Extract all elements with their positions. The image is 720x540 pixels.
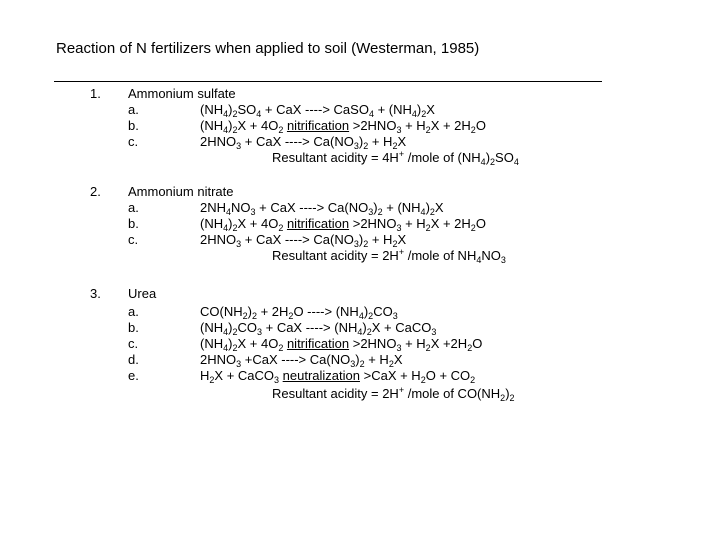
reaction-rhs: $Ca(NO_3)_2 + H_2X$ [313, 232, 407, 249]
reaction-equation [200, 216, 486, 232]
item-label: b. [128, 118, 139, 133]
reaction-lhs: $(NH_4)_2X + 4O_2$ [200, 336, 284, 353]
reaction-equation [200, 336, 482, 352]
item-label: b. [128, 320, 139, 335]
process-arrow-icon: > [352, 118, 361, 133]
reaction-rhs: $2HNO_3 + H_2X + 2H_2O$ [360, 216, 486, 233]
reaction-rhs: $2HNO_3 + H_2X +2H_2O$ [360, 336, 483, 353]
item-label: e. [128, 368, 139, 383]
reaction-lhs: $H_2X$ + CaCO$_3$ [200, 368, 280, 385]
process-arrow-icon: > [363, 368, 372, 383]
reaction-rhs: $(NH_4)_2X$ + CaCO$_3$ [334, 320, 437, 337]
section-number: 1. [90, 86, 101, 101]
reaction-rhs: CaX + $H_2O + CO_2$ [371, 368, 476, 385]
item-label: c. [128, 232, 139, 247]
section-heading: Ammonium nitrate [128, 184, 234, 199]
item-label: a. [128, 102, 139, 117]
reaction-equation [200, 102, 435, 118]
item-label: c. [128, 336, 139, 351]
section-number: 3. [90, 286, 101, 301]
item-label: a. [128, 200, 139, 215]
process-arrow-icon: > [352, 336, 361, 351]
reaction-lhs: $(NH_4)_2X + 4O_2$ [200, 118, 284, 135]
page-title: Reaction of N fertilizers when applied to soil (Westerman, 1985) [56, 40, 480, 57]
reaction-lhs: $(NH_4)_2SO_4$ + CaX ----> [200, 102, 330, 119]
reaction-equation [200, 368, 475, 384]
reaction-equation [200, 200, 444, 216]
reaction-equation [200, 320, 436, 336]
item-label: d. [128, 352, 139, 367]
reaction-lhs: $2HNO_3 +CaX$ ----> [200, 352, 307, 369]
title-divider [54, 81, 602, 82]
reaction-equation [200, 352, 403, 368]
reaction-lhs: $2HNO_3$ + CaX ----> [200, 232, 310, 249]
reaction-equation [200, 118, 486, 134]
reaction-rhs: CaSO$_4$ + $(NH_4)_2X$ [333, 102, 435, 119]
section-number: 2. [90, 184, 101, 199]
reaction-lhs: $(NH_4)_2CO_3$ + CaX ----> [200, 320, 331, 337]
resultant-acidity: Resultant acidity = 2H+ /mole of $NH_4NO_3$ [272, 247, 506, 265]
process-arrow-icon: > [352, 216, 361, 231]
reaction-lhs: $2NH_4NO_3$ + CaX ----> [200, 200, 325, 217]
reaction-lhs: $(NH_4)_2X + 4O_2$ [200, 216, 284, 233]
item-label: c. [128, 134, 139, 149]
process-label: nitrification [286, 336, 350, 351]
section-heading: Ammonium sulfate [128, 86, 236, 101]
process-label: nitrification [286, 118, 350, 133]
section-heading: Urea [128, 286, 157, 301]
reaction-rhs: $2HNO_3 + H_2X + 2H_2O$ [360, 118, 486, 135]
reaction-rhs: $Ca(NO_3)_2 + H_2X$ [313, 134, 407, 151]
reaction-equation [200, 134, 406, 150]
reaction-equation [200, 304, 398, 320]
reaction-rhs: $Ca(NO_3)_2 + (NH_4)_2X$ [327, 200, 444, 217]
resultant-acidity: Resultant acidity = 2H+ /mole of $CO(NH_2)_2$ [272, 385, 515, 403]
reaction-lhs: $2HNO_3$ + CaX ----> [200, 134, 310, 151]
reaction-rhs: $(NH_4)_2CO_3$ [335, 304, 398, 321]
process-label: neutralization [282, 368, 360, 383]
reaction-equation [200, 232, 406, 248]
resultant-acidity: Resultant acidity = 4H+ /mole of $(NH_4)_2SO_4$ [272, 149, 519, 167]
reaction-rhs: $Ca(NO_3)_2 + H_2X$ [309, 352, 403, 369]
item-label: b. [128, 216, 139, 231]
item-label: a. [128, 304, 139, 319]
process-label: nitrification [286, 216, 350, 231]
reaction-lhs: $CO(NH_2)_2 + 2H_2O$ ----> [200, 304, 333, 321]
